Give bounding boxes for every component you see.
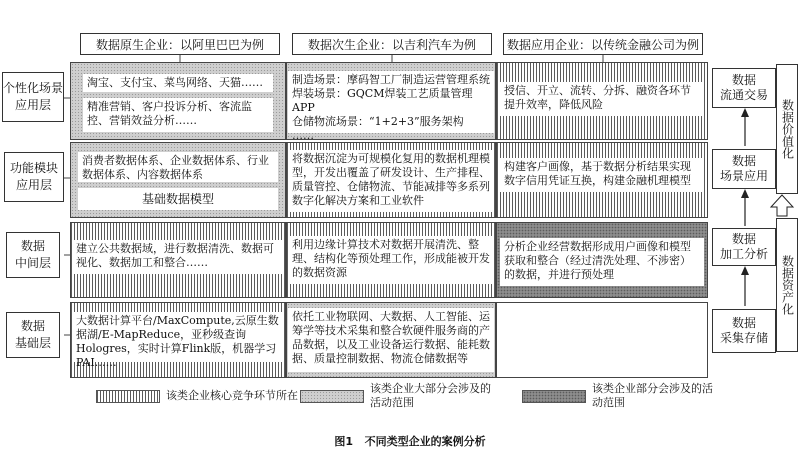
column-header-finance: 数据应用企业：以传统金融公司为例 [503,33,703,55]
side-label-asset: 数据资产化 [780,255,795,315]
layer-label-data-base: 数据 基础层 [6,312,60,358]
stage-data-scene-application: 数据 场景应用 [712,149,776,189]
cell-func-native-systems: 消费者数据体系、企业数据体系、行业数据体系、内容数据体系 [78,152,278,182]
cell-func-native-model: 基础数据模型 [78,188,278,210]
stage-data-circulation-trade: 数据 流通交易 [712,68,776,108]
cell-base-secondary: 依托工业物联网、大数据、人工智能、运筹学等技术采集和整合软硬件服务商的产品数据，以及工业设备运行数据、能耗数据、质量控制数据、物流仓储数据等 [288,308,494,372]
cell-app-secondary: 制造场景：摩码智工厂制造运营管理系统 焊装场景：GQCM焊装工艺质量管理APP 仓储物流场景：“1+2+3”服务架构 …… [288,71,494,133]
figure-caption: 图1 不同类型企业的案例分析 [334,435,486,448]
cell-app-native-functions: 精准营销、客户投诉分析、客流监控、营销效益分析…… [83,98,273,132]
layer-label-data-middle: 数据 中间层 [6,232,60,278]
stage-data-processing-analysis: 数据 加工分析 [712,228,776,266]
layer-label-personalized-app: 个性化场景 应用层 [2,72,64,122]
side-label-value-box [776,64,798,194]
column-header-native: 数据原生企业：以阿里巴巴为例 [80,33,280,55]
side-label-asset-box [776,218,798,352]
legend-text-core: 该类企业核心竞争环节所在 [166,389,298,402]
cell-mid-finance: 分析企业经营数据形成用户画像和模型获取和整合（经过清洗处理、不涉密）的数据，并进行预处理 [500,238,704,286]
cell-mid-native: 建立公共数据域，进行数据清洗、数据可视化、数据加工和整合…… [72,240,284,274]
side-label-value: 数据价值化 [780,99,795,159]
cell-func-finance: 构建客户画像，基于数据分析结果实现数字信用凭证互换，构建金融机理模型 [500,158,704,192]
stage-data-collection-storage: 数据 采集存储 [712,309,776,353]
column-header-secondary: 数据次生企业：以吉利汽车为例 [292,33,492,55]
legend-swatch-most [300,390,364,403]
band-base-finance-empty [496,302,708,378]
cell-app-finance: 授信、开立、流转、分拆、融资各环节提升效率，降低风险 [500,82,704,116]
cell-func-secondary: 将数据沉淀为可规模化复用的数据机理模型，开发出覆盖了研发设计、生产排程、质量管控、仓储物流、节能减排等多系列数字化解决方案和工业软件 [288,150,494,212]
layer-label-function-module: 功能模块 应用层 [4,152,64,202]
cell-base-native: 大数据计算平台/MaxCompute,云原生数据湖/E-MapReduce，亚秒级查询Hologres，实时计算Flink版，机器学习PAI…… [72,312,284,362]
cell-mid-secondary: 利用边缘计算技术对数据开展清洗、整理、结构化等预处理工作，形成能被开发的数据资源 [288,236,494,284]
legend-text-some: 该类企业部分会涉及的活动范围 [592,382,713,409]
legend-text-most: 该类企业大部分会涉及的活动范围 [370,382,491,409]
legend-swatch-some [522,390,586,403]
legend-swatch-core [96,390,160,403]
cell-app-native-platforms: 淘宝、支付宝、菜鸟网络、天猫…… [83,74,273,92]
